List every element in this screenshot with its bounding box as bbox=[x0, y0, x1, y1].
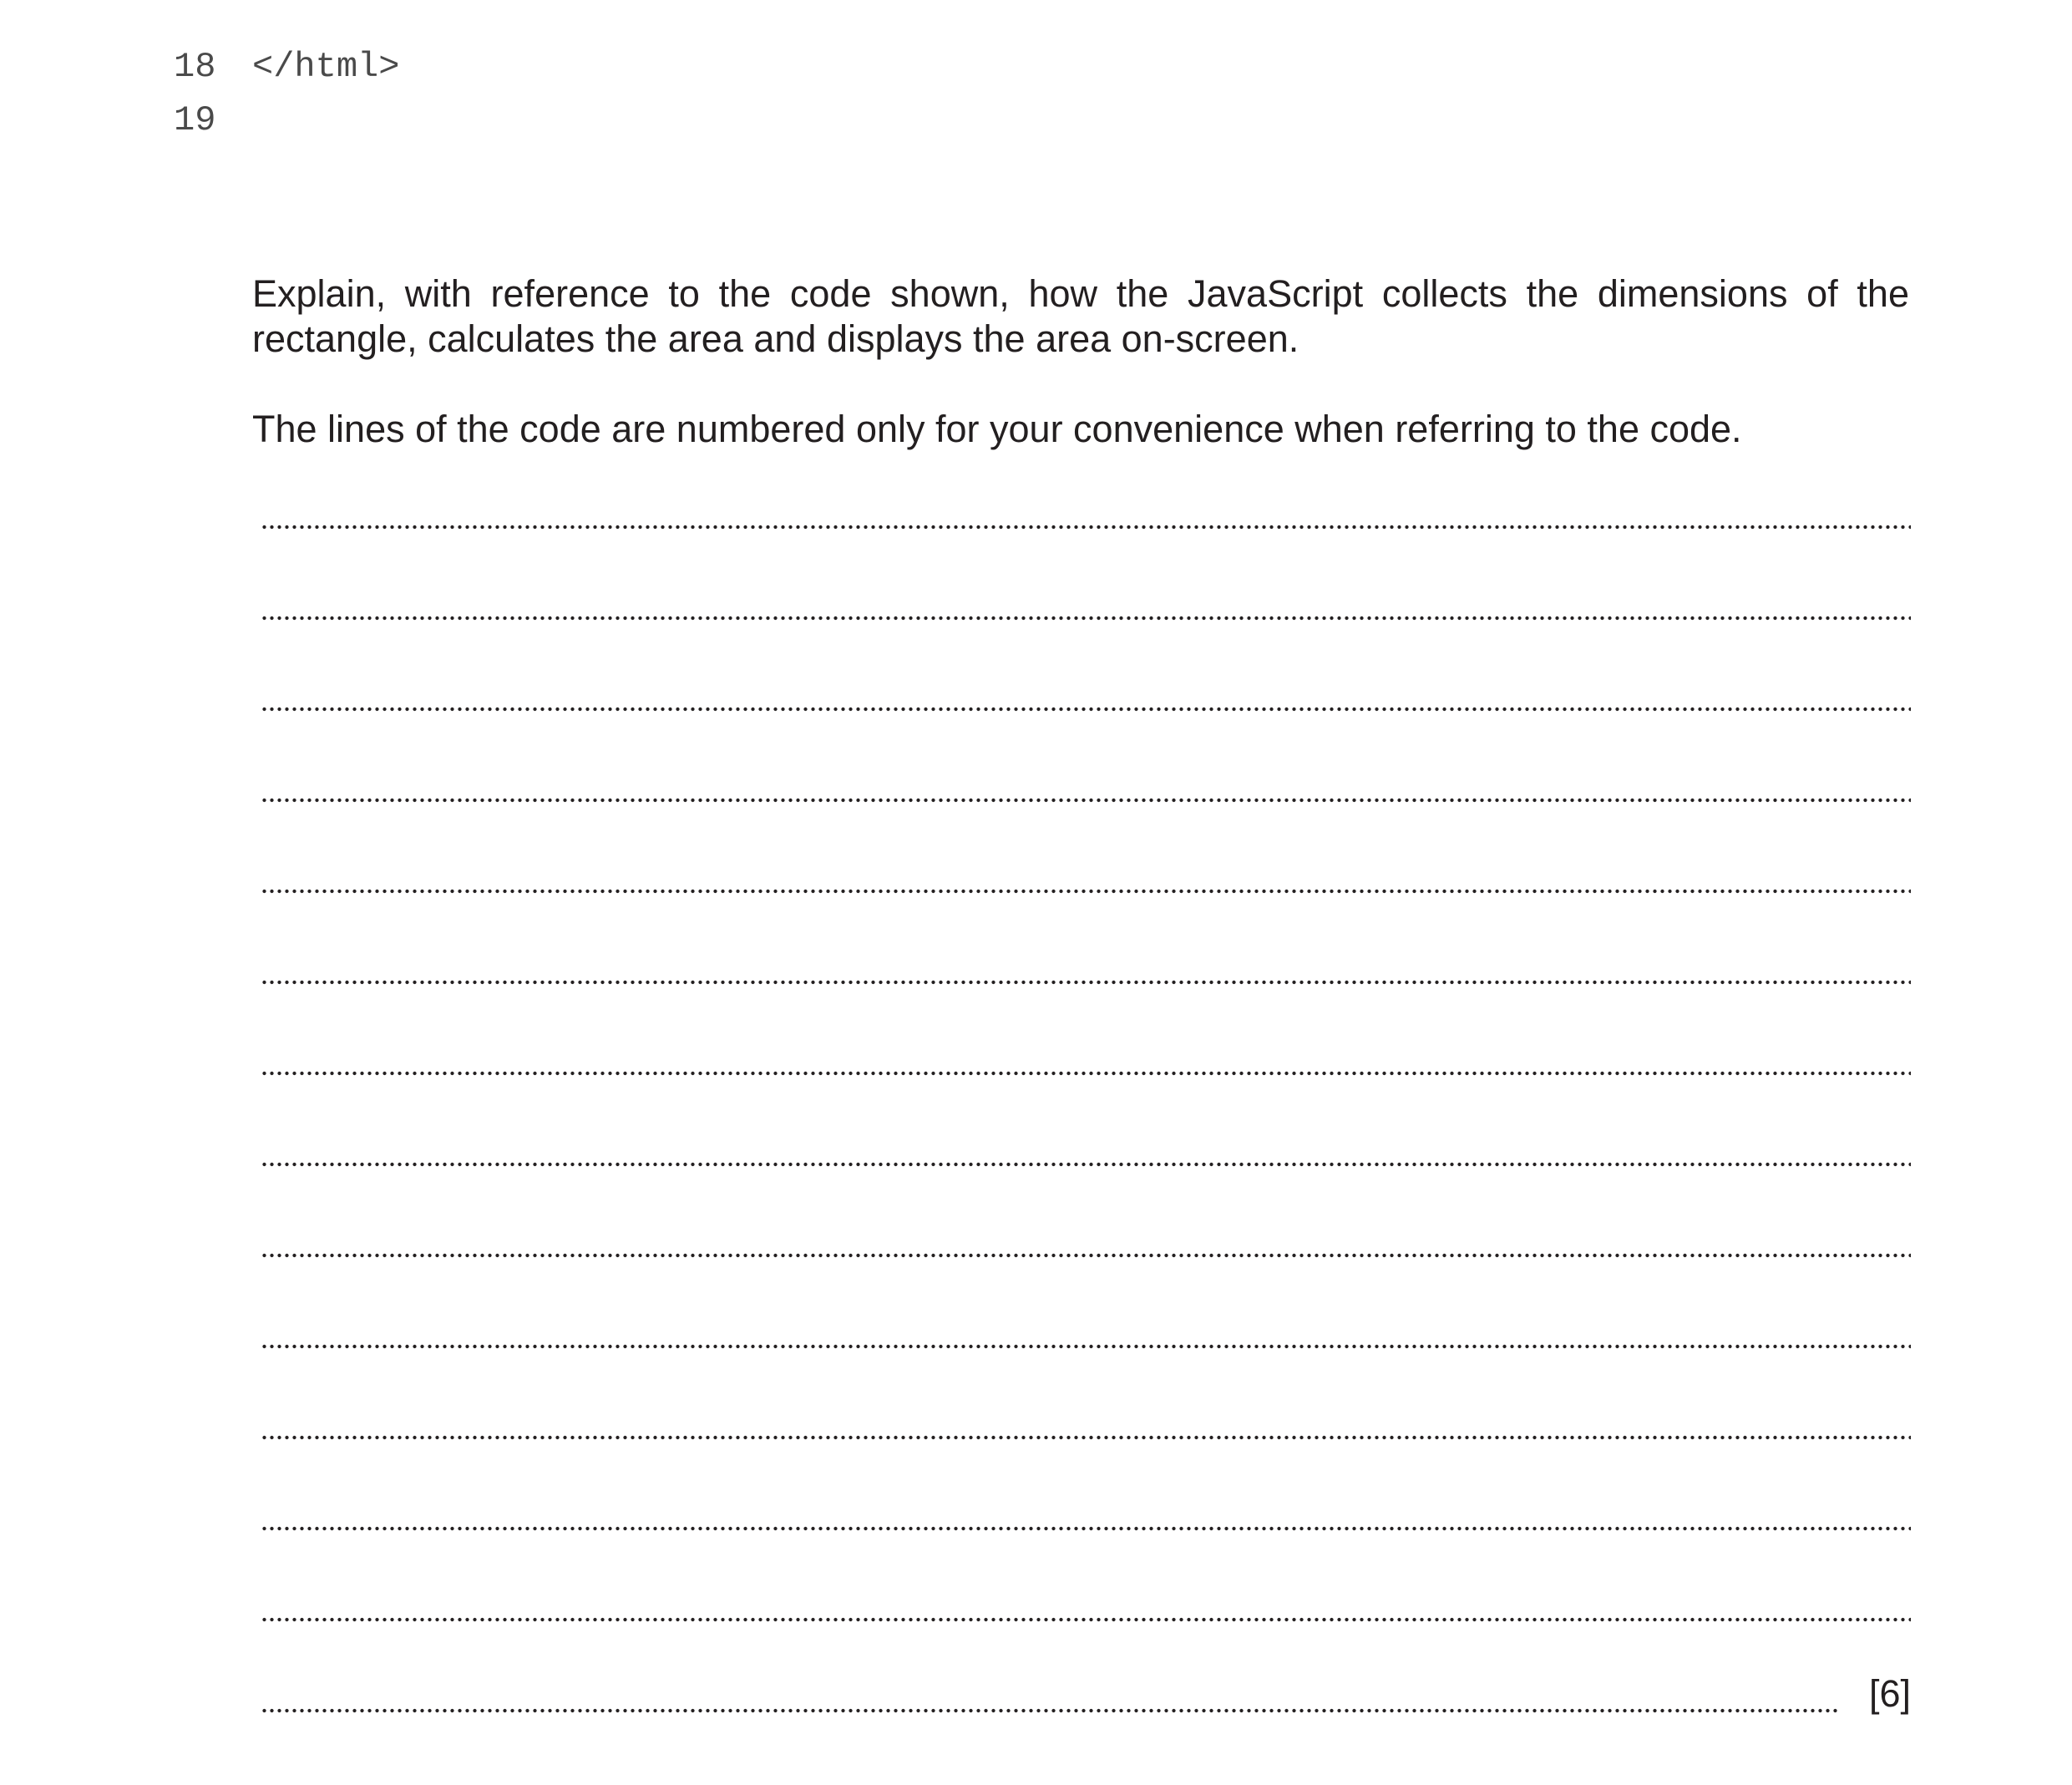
answer-line[interactable] bbox=[261, 1617, 1911, 1622]
answer-line[interactable] bbox=[261, 616, 1911, 621]
answer-line[interactable] bbox=[261, 1344, 1911, 1349]
code-line bbox=[174, 94, 399, 147]
marks-label: [6] bbox=[1868, 1672, 1911, 1715]
line-number: 18 bbox=[174, 47, 216, 87]
answer-line[interactable] bbox=[261, 798, 1911, 803]
answer-line[interactable] bbox=[261, 980, 1911, 985]
question-paragraph: Explain, with reference to the code shown, how the JavaScript collects the dimensions of the rectangle, calculates the area and displays the area on-screen. bbox=[252, 272, 1909, 360]
line-number: 19 bbox=[174, 100, 216, 140]
code-text: </html> bbox=[252, 47, 400, 87]
answer-line[interactable] bbox=[261, 707, 1911, 712]
answer-line[interactable] bbox=[261, 889, 1911, 894]
answer-line[interactable] bbox=[261, 525, 1911, 530]
answer-line[interactable] bbox=[261, 1435, 1911, 1440]
question-text bbox=[252, 271, 1909, 452]
answer-line[interactable] bbox=[261, 1526, 1911, 1531]
code-listing bbox=[174, 40, 399, 147]
answer-line[interactable] bbox=[261, 1071, 1911, 1076]
code-line bbox=[174, 40, 399, 94]
answer-line[interactable] bbox=[261, 1708, 1839, 1713]
answer-line[interactable] bbox=[261, 1253, 1911, 1258]
question-note: The lines of the code are numbered only for your convenience when referring to the code. bbox=[252, 408, 1742, 450]
answer-line[interactable] bbox=[261, 1162, 1911, 1167]
